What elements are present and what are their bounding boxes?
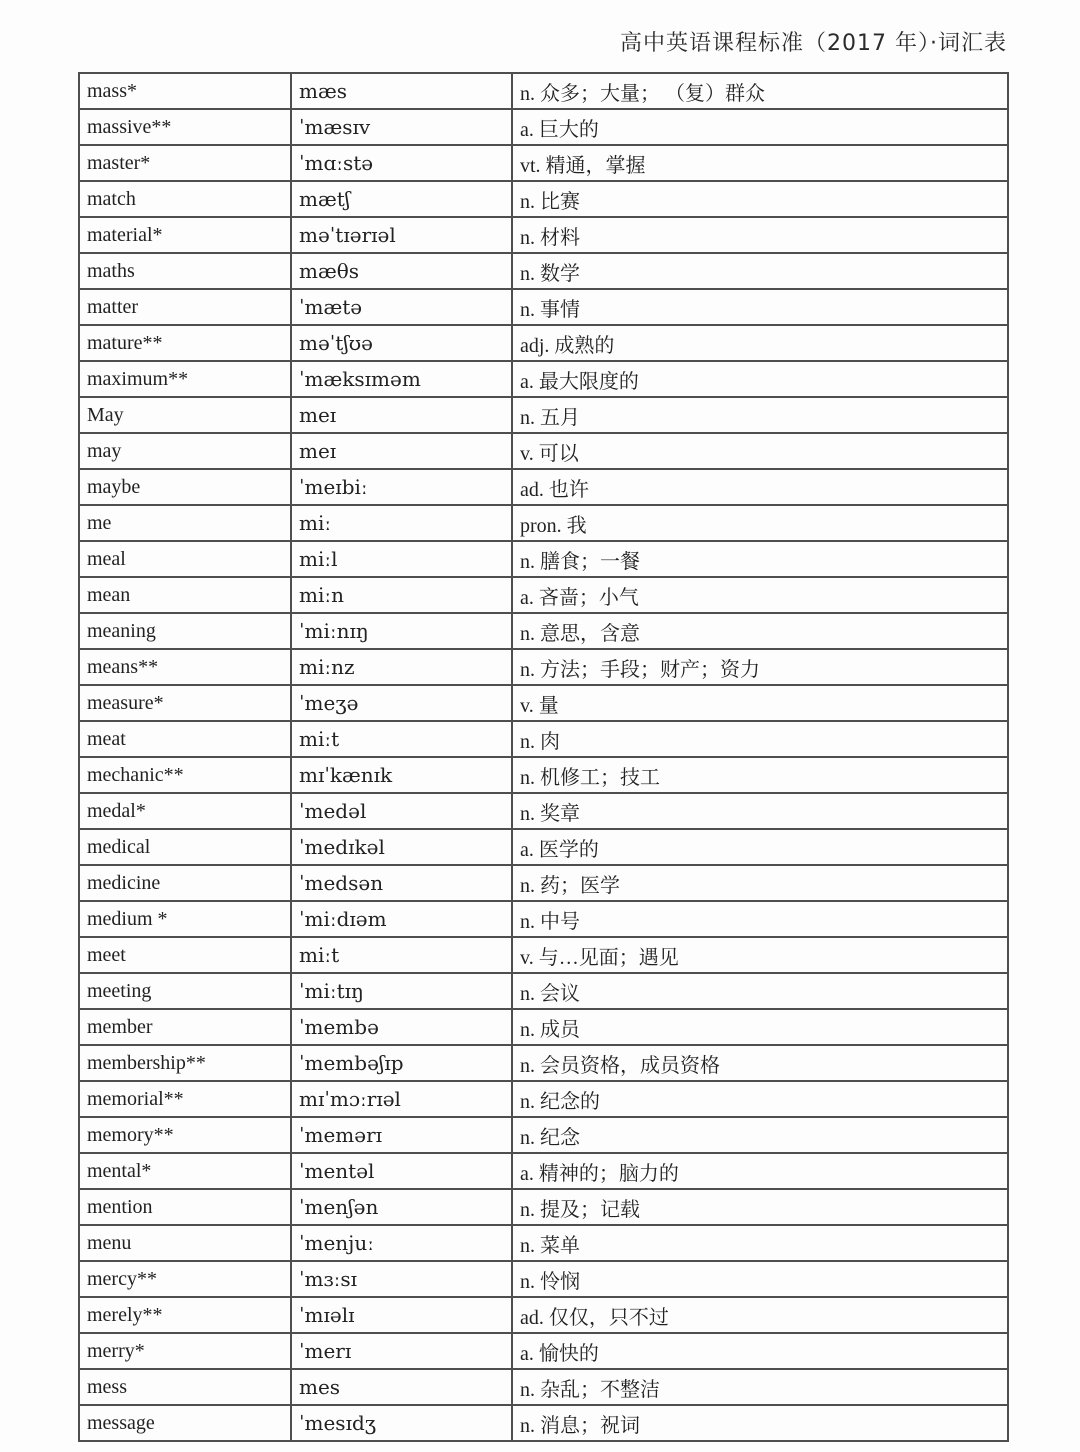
ipa-cell: ˈmedsən	[291, 865, 512, 901]
def-cell: n. 众多；大量； （复）群众	[512, 73, 1008, 109]
table-row	[79, 1369, 1008, 1405]
table-row	[79, 649, 1008, 685]
ipa-cell: meɪ	[291, 397, 512, 433]
table-row	[79, 1189, 1008, 1225]
word-cell: medical	[79, 829, 291, 865]
table-row	[79, 901, 1008, 937]
ipa-cell: ˈmiːtɪŋ	[291, 973, 512, 1009]
table-row	[79, 613, 1008, 649]
word-cell: memory**	[79, 1117, 291, 1153]
def-cell: n. 纪念	[512, 1117, 1008, 1153]
table-row	[79, 1261, 1008, 1297]
ipa-cell: ˈmæksɪməm	[291, 361, 512, 397]
def-cell: n. 纪念的	[512, 1081, 1008, 1117]
def-cell: n. 中号	[512, 901, 1008, 937]
page-title: 高中英语课程标准（2017 年）·词汇表	[620, 31, 1007, 56]
word-cell: measure*	[79, 685, 291, 721]
word-cell: master*	[79, 145, 291, 181]
word-cell: merry*	[79, 1333, 291, 1369]
table-row	[79, 145, 1008, 181]
table-row	[79, 1153, 1008, 1189]
table-row	[79, 325, 1008, 361]
word-cell: mess	[79, 1369, 291, 1405]
def-cell: n. 材料	[512, 217, 1008, 253]
word-cell: mean	[79, 577, 291, 613]
def-cell: n. 杂乱；不整洁	[512, 1369, 1008, 1405]
ipa-cell: mætʃ	[291, 181, 512, 217]
word-cell: medium *	[79, 901, 291, 937]
page-header	[78, 26, 1007, 57]
table-row	[79, 577, 1008, 613]
ipa-cell: mɪˈmɔːrɪəl	[291, 1081, 512, 1117]
table-row	[79, 721, 1008, 757]
ipa-cell: ˈmɑːstə	[291, 145, 512, 181]
ipa-cell: ˈmeʒə	[291, 685, 512, 721]
table-row	[79, 1117, 1008, 1153]
ipa-cell: ˈmiːdɪəm	[291, 901, 512, 937]
table-row	[79, 397, 1008, 433]
def-cell: n. 奖章	[512, 793, 1008, 829]
ipa-cell: miːnz	[291, 649, 512, 685]
ipa-cell: ˈmætə	[291, 289, 512, 325]
def-cell: adj. 成熟的	[512, 325, 1008, 361]
def-cell: n. 膳食；一餐	[512, 541, 1008, 577]
table-row	[79, 1405, 1008, 1441]
table-row	[79, 541, 1008, 577]
ipa-cell: mæs	[291, 73, 512, 109]
def-cell: a. 吝啬；小气	[512, 577, 1008, 613]
ipa-cell: ˈmeɪbiː	[291, 469, 512, 505]
def-cell: n. 机修工；技工	[512, 757, 1008, 793]
def-cell: n. 菜单	[512, 1225, 1008, 1261]
ipa-cell: ˈmedəl	[291, 793, 512, 829]
table-row	[79, 1045, 1008, 1081]
ipa-cell: mes	[291, 1369, 512, 1405]
def-cell: ad. 也许	[512, 469, 1008, 505]
def-cell: v. 量	[512, 685, 1008, 721]
word-cell: memorial**	[79, 1081, 291, 1117]
word-cell: means**	[79, 649, 291, 685]
ipa-cell: ˈmentəl	[291, 1153, 512, 1189]
word-cell: may	[79, 433, 291, 469]
word-cell: message	[79, 1405, 291, 1441]
def-cell: a. 最大限度的	[512, 361, 1008, 397]
word-cell: mental*	[79, 1153, 291, 1189]
def-cell: a. 精神的；脑力的	[512, 1153, 1008, 1189]
vocab-table-body	[79, 73, 1008, 1441]
table-row	[79, 217, 1008, 253]
table-row	[79, 973, 1008, 1009]
word-cell: maths	[79, 253, 291, 289]
ipa-cell: ˈmiːnɪŋ	[291, 613, 512, 649]
word-cell: May	[79, 397, 291, 433]
table-row	[79, 757, 1008, 793]
word-cell: matter	[79, 289, 291, 325]
def-cell: n. 会议	[512, 973, 1008, 1009]
ipa-cell: ˈmɪəlɪ	[291, 1297, 512, 1333]
ipa-cell: ˈmenjuː	[291, 1225, 512, 1261]
word-cell: merely**	[79, 1297, 291, 1333]
def-cell: n. 方法；手段；财产；资力	[512, 649, 1008, 685]
table-row	[79, 469, 1008, 505]
ipa-cell: miː	[291, 505, 512, 541]
table-row	[79, 181, 1008, 217]
word-cell: mechanic**	[79, 757, 291, 793]
table-row	[79, 1081, 1008, 1117]
def-cell: v. 与…见面；遇见	[512, 937, 1008, 973]
def-cell: n. 事情	[512, 289, 1008, 325]
table-row	[79, 289, 1008, 325]
table-row	[79, 361, 1008, 397]
table-row	[79, 937, 1008, 973]
ipa-cell: ˈmesɪdʒ	[291, 1405, 512, 1441]
word-cell: membership**	[79, 1045, 291, 1081]
table-row	[79, 829, 1008, 865]
ipa-cell: ˈmenʃən	[291, 1189, 512, 1225]
ipa-cell: miːt	[291, 937, 512, 973]
def-cell: n. 消息；祝词	[512, 1405, 1008, 1441]
def-cell: v. 可以	[512, 433, 1008, 469]
table-row	[79, 73, 1008, 109]
table-row	[79, 505, 1008, 541]
table-row	[79, 685, 1008, 721]
word-cell: mass*	[79, 73, 291, 109]
word-cell: material*	[79, 217, 291, 253]
vocab-table	[78, 72, 1009, 1442]
table-row	[79, 865, 1008, 901]
def-cell: a. 巨大的	[512, 109, 1008, 145]
word-cell: meaning	[79, 613, 291, 649]
ipa-cell: ˈmembəʃɪp	[291, 1045, 512, 1081]
table-row	[79, 793, 1008, 829]
ipa-cell: mæθs	[291, 253, 512, 289]
ipa-cell: mɪˈkænɪk	[291, 757, 512, 793]
ipa-cell: ˈmembə	[291, 1009, 512, 1045]
word-cell: medal*	[79, 793, 291, 829]
table-row	[79, 1009, 1008, 1045]
ipa-cell: məˈtɪərɪəl	[291, 217, 512, 253]
ipa-cell: miːl	[291, 541, 512, 577]
table-row	[79, 433, 1008, 469]
word-cell: mercy**	[79, 1261, 291, 1297]
ipa-cell: ˈmemərɪ	[291, 1117, 512, 1153]
word-cell: member	[79, 1009, 291, 1045]
word-cell: meat	[79, 721, 291, 757]
def-cell: pron. 我	[512, 505, 1008, 541]
word-cell: mention	[79, 1189, 291, 1225]
table-row	[79, 1225, 1008, 1261]
def-cell: n. 肉	[512, 721, 1008, 757]
def-cell: n. 药；医学	[512, 865, 1008, 901]
ipa-cell: ˈmæsɪv	[291, 109, 512, 145]
word-cell: meal	[79, 541, 291, 577]
def-cell: n. 成员	[512, 1009, 1008, 1045]
def-cell: n. 五月	[512, 397, 1008, 433]
ipa-cell: ˈmɜːsɪ	[291, 1261, 512, 1297]
def-cell: n. 会员资格，成员资格	[512, 1045, 1008, 1081]
def-cell: ad. 仅仅，只不过	[512, 1297, 1008, 1333]
word-cell: meet	[79, 937, 291, 973]
word-cell: me	[79, 505, 291, 541]
def-cell: a. 愉快的	[512, 1333, 1008, 1369]
table-row	[79, 1297, 1008, 1333]
ipa-cell: miːt	[291, 721, 512, 757]
def-cell: n. 比赛	[512, 181, 1008, 217]
ipa-cell: meɪ	[291, 433, 512, 469]
table-row	[79, 253, 1008, 289]
def-cell: n. 意思，含意	[512, 613, 1008, 649]
word-cell: massive**	[79, 109, 291, 145]
ipa-cell: ˈmerɪ	[291, 1333, 512, 1369]
word-cell: maybe	[79, 469, 291, 505]
table-row	[79, 109, 1008, 145]
def-cell: n. 提及；记载	[512, 1189, 1008, 1225]
def-cell: vt. 精通，掌握	[512, 145, 1008, 181]
ipa-cell: məˈtʃʊə	[291, 325, 512, 361]
ipa-cell: ˈmedɪkəl	[291, 829, 512, 865]
def-cell: n. 怜悯	[512, 1261, 1008, 1297]
table-row	[79, 1333, 1008, 1369]
word-cell: meeting	[79, 973, 291, 1009]
word-cell: mature**	[79, 325, 291, 361]
def-cell: n. 数学	[512, 253, 1008, 289]
ipa-cell: miːn	[291, 577, 512, 613]
word-cell: menu	[79, 1225, 291, 1261]
def-cell: a. 医学的	[512, 829, 1008, 865]
word-cell: maximum**	[79, 361, 291, 397]
word-cell: match	[79, 181, 291, 217]
word-cell: medicine	[79, 865, 291, 901]
